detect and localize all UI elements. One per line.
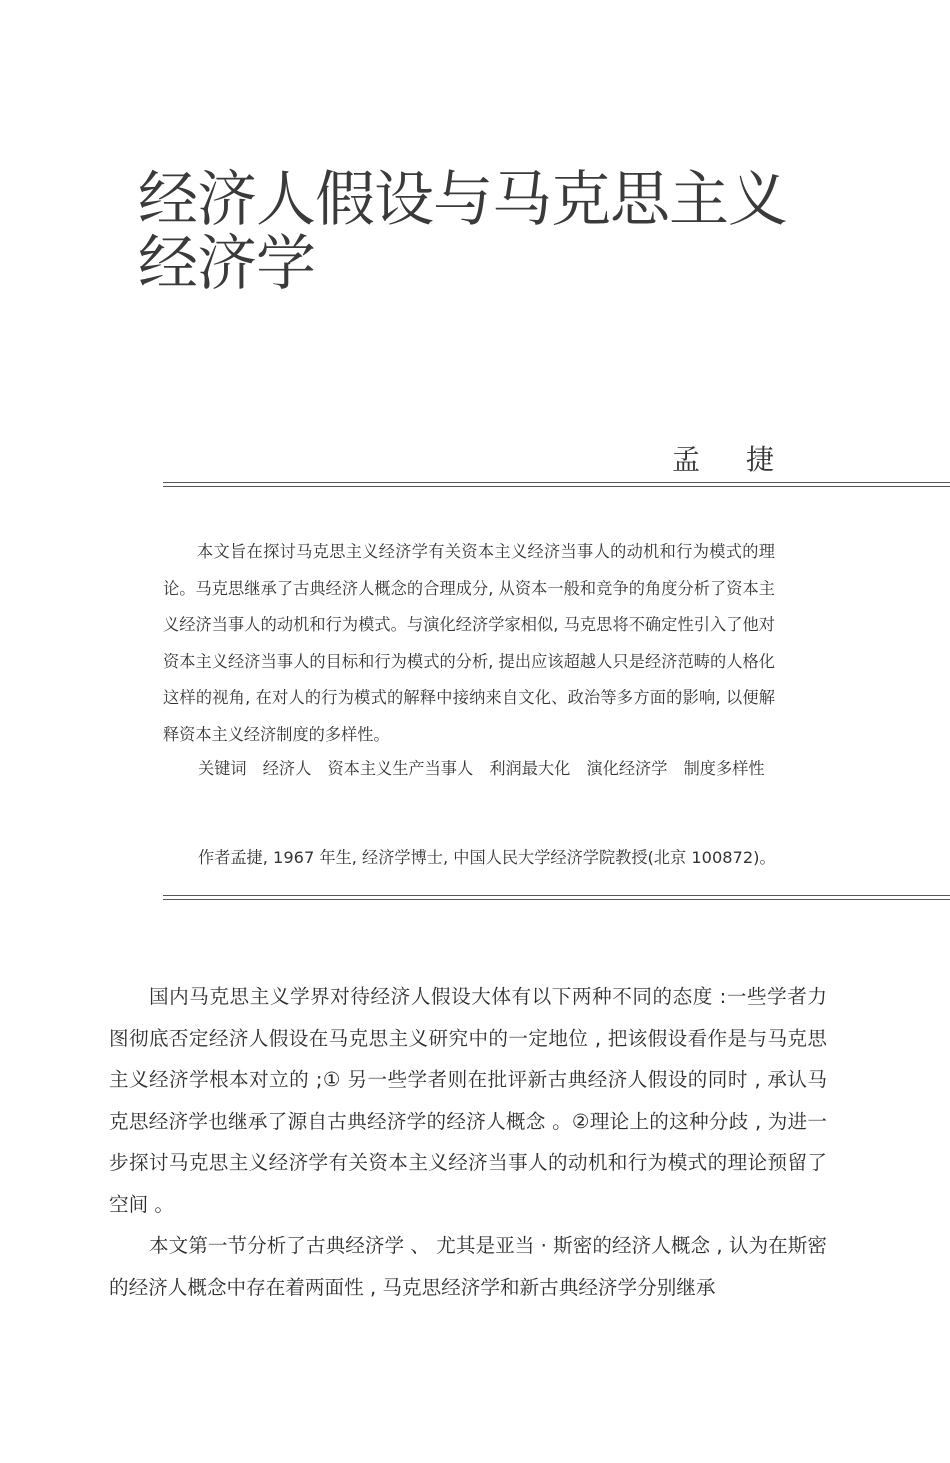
bottom-divider-line — [163, 895, 950, 896]
abstract-text: 本文旨在探讨马克思主义经济学有关资本主义经济当事人的动机和行为模式的理论。马克思继承了古典经济人概念的合理成分, 从资本一般和竞争的角度分析了资本主义经济当事人的动机和行为模式。与演化经济学家相似, 马克思将不确定性引入了他对资本主义经济当事人的目标和行为模式的分析, 提出应该超越人只是经济范畴的人格化这样的视角, 在对人的行为模式的解释中接纳来自文化、政治等多方面的影响, 以便解释资本主义经济制度的多样性。 — [163, 542, 775, 744]
keywords: 关键词 经济人 资本主义生产当事人 利润最大化 演化经济学 制度多样性 — [198, 759, 765, 778]
author-info: 作者孟捷, 1967 年生, 经济学博士, 中国人民大学经济学院教授(北京 100872)。 — [198, 848, 776, 867]
top-divider-line — [163, 486, 950, 487]
article-title: 经济人假设与马克思主义经济学 — [138, 165, 787, 299]
body-text — [109, 976, 827, 1308]
top-divider-line — [163, 482, 950, 483]
bottom-divider-line — [163, 899, 950, 900]
body-paragraph: 国内马克思主义学界对待经济人假设大体有以下两种不同的态度 :一些学者力图彻底否定经济人假设在马克思主义研究中的一定地位 , 把该假设看作是与马克思主义经济学根本对立的 ;① 另一些学者则在批评新古典经济人假设的同时 , 承认马克思经济学也继承了源自古典经济学的经济人概念 。②理论上的这种分歧 , 为进一步探讨马克思主义经济学有关资本主义经济当事人的动机和行为模式的理论预留了空间 。 — [109, 985, 827, 1216]
author-name: 孟捷 — [672, 443, 821, 476]
body-paragraph: 本文第一节分析了古典经济学 、 尤其是亚当 · 斯密的经济人概念 , 认为在斯密的经济人概念中存在着两面性 , 马克思经济学和新古典经济学分别继承 — [109, 1234, 827, 1299]
